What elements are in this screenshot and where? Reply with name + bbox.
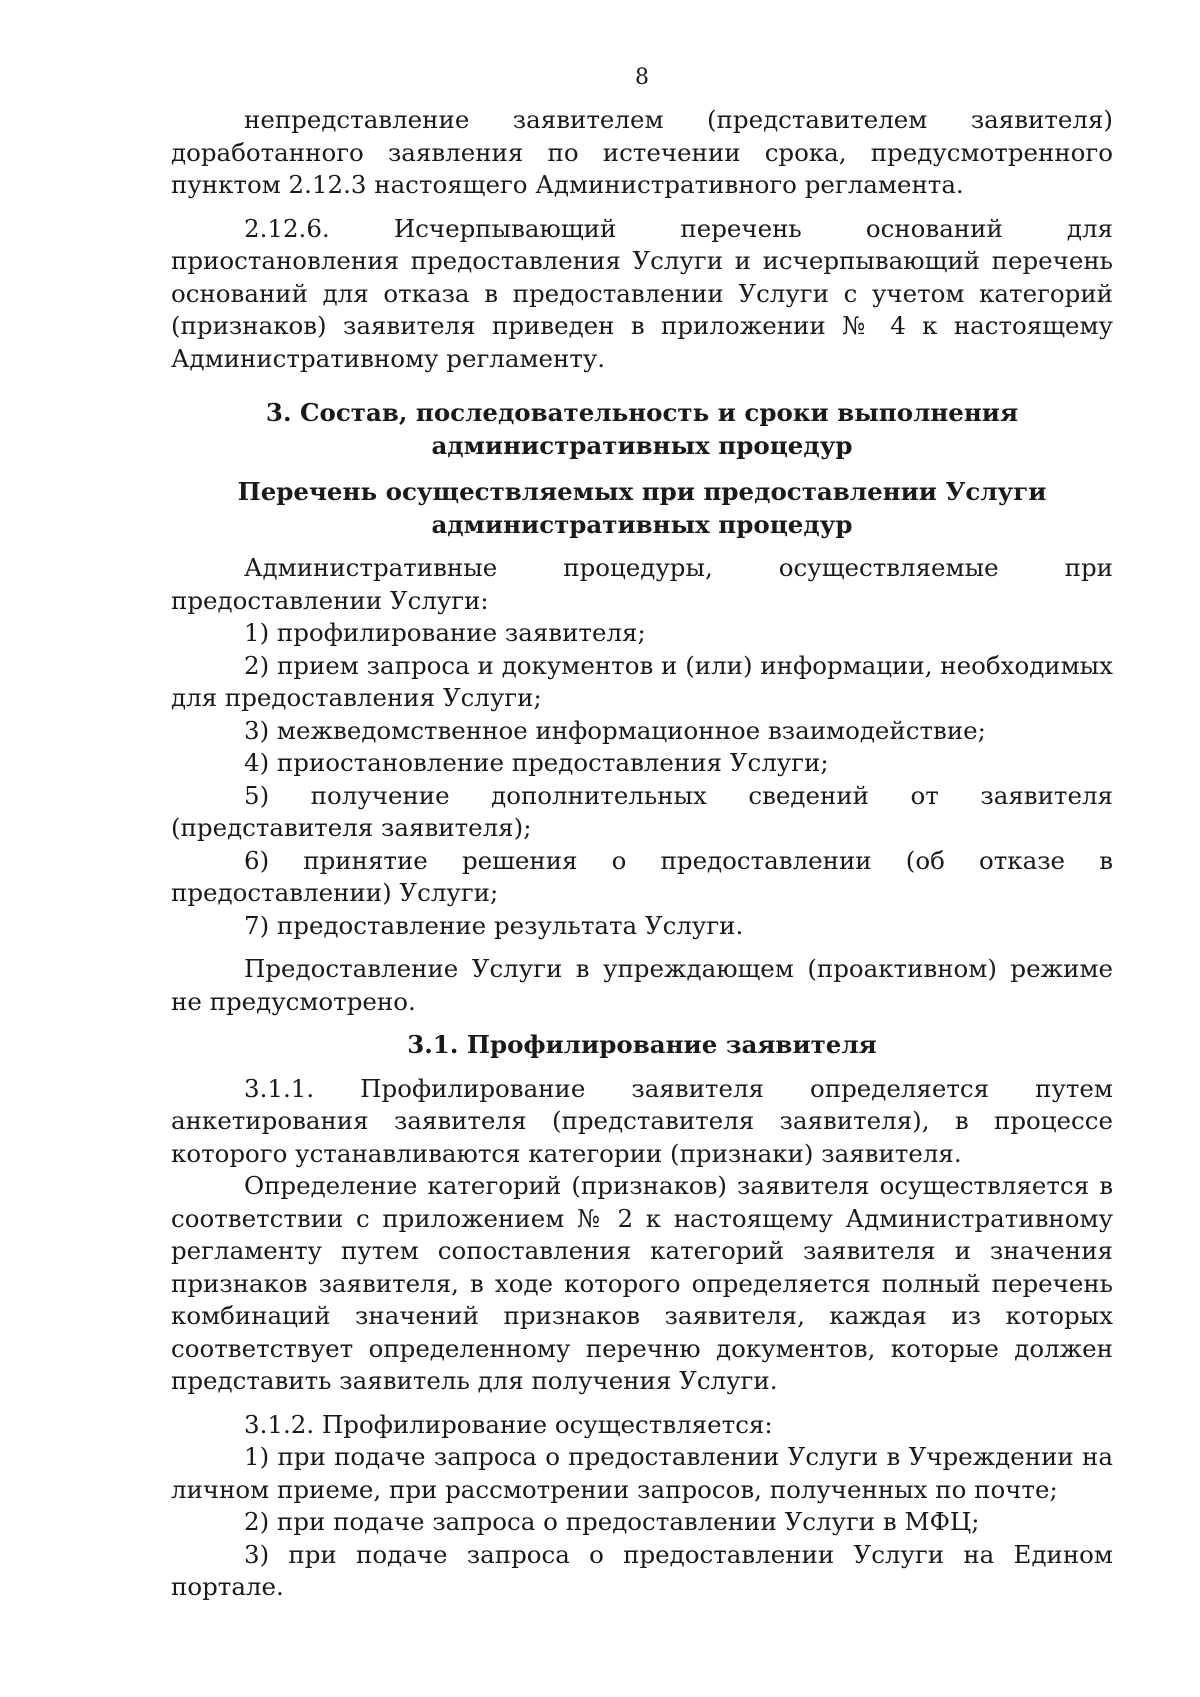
paragraph-definition: Определение категорий (признаков) заявителя осуществляется в соответствии с приложением № 2 к настоящему Административному регламенту путем сопоставления категорий заявителя и значения признаков заявителя, в ходе которого определяется полный перечень комбинаций значений признаков заявителя, каждая из которых соответствует определенному перечню документов, которые должен представить заявитель для получения Услуги. (171, 1171, 1113, 1395)
profiling-case-item: 2) при подаче запроса о предоставлении Услуги в МФЦ; (244, 1507, 980, 1536)
procedure-item: 1) профилирование заявителя; (244, 618, 646, 647)
procedure-item: 6) принятие решения о предоставлении (об отказе в предоставлении) Услуги; (171, 845, 1113, 907)
document-page (171, 64, 1113, 1604)
section-3-1-heading: 3.1. Профилирование заявителя (407, 1030, 877, 1059)
paragraph-3-1-2: 3.1.2. Профилирование осуществляется: (244, 1409, 773, 1439)
section-3-heading: 3. Состав, последовательность и сроки выполнения административных процедур (265, 398, 1019, 460)
procedure-item: 4) приостановление предоставления Услуги; (244, 748, 829, 777)
profiling-case-item: 1) при подаче запроса о предоставлении Услуги в Учреждении на личном приеме, при рассмотрении запросов, полученных по почте; (171, 1442, 1113, 1504)
procedure-item: 5) получение дополнительных сведений от заявителя (представителя заявителя); (171, 780, 1113, 842)
proactive-note: Предоставление Услуги в упреждающем (проактивном) режиме не предусмотрено. (171, 954, 1113, 1016)
profiling-case-item: 3) при подаче запроса о предоставлении Услуги на Едином портале. (171, 1539, 1113, 1601)
paragraph-continuation: непредставление заявителем (представителем заявителя) доработанного заявления по истечении срока, предусмотренного пунктом 2.12.3 настоящего Административного регламента. (171, 105, 1113, 199)
procedure-item: 2) прием запроса и документов и (или) информации, необходимых для предоставления Услуги; (171, 650, 1113, 712)
page-number: 8 (635, 65, 649, 90)
procedure-item: 7) предоставление результата Услуги. (244, 910, 744, 940)
procedures-list (171, 617, 1113, 942)
section-3-subheading: Перечень осуществляемых при предоставлении Услуги административных процедур (237, 477, 1047, 539)
paragraph-2-12-6: 2.12.6. Исчерпывающий перечень оснований для приостановления предоставления Услуги и исчерпывающий перечень оснований для отказа в предоставлении Услуги с учетом категорий (признаков) заявителя приведен в приложении № 4 к настоящему Административному регламенту. (171, 213, 1113, 373)
procedures-intro: Административные процедуры, осуществляемые при предоставлении Услуги: (171, 553, 1113, 615)
procedure-item: 3) межведомственное информационное взаимодействие; (244, 715, 986, 745)
paragraph-3-1-1: 3.1.1. Профилирование заявителя определяется путем анкетирования заявителя (представителя заявителя), в процессе которого устанавливаются категории (признаки) заявителя. (171, 1073, 1113, 1168)
profiling-cases-list (171, 1441, 1113, 1604)
